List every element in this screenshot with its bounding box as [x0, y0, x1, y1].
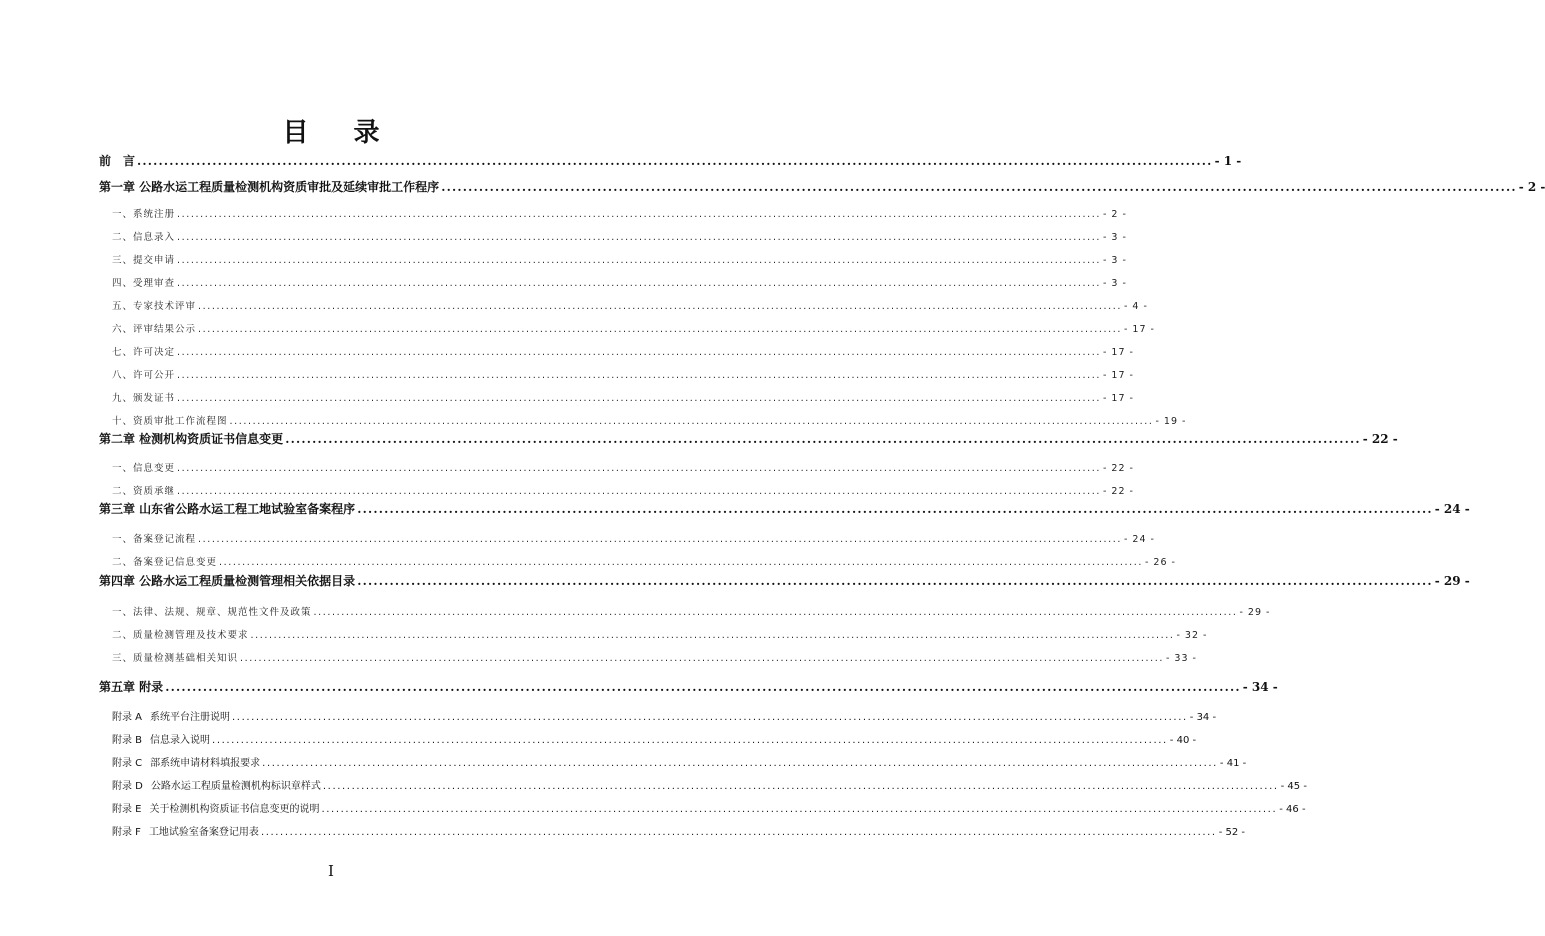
- dot-leader: ........................................................................................................................................................................................................: [357, 502, 1433, 516]
- toc-entry-appendix[interactable]: [112, 777, 1307, 792]
- toc-entry-page-number: - 1 -: [1214, 154, 1242, 168]
- toc-entry-page-number: - 17 -: [1123, 324, 1155, 335]
- toc-entry-page-number: - 24 -: [1434, 502, 1470, 516]
- toc-entry-section[interactable]: [112, 627, 1208, 641]
- toc-entry-chapter[interactable]: [99, 430, 1398, 447]
- toc-entry-section[interactable]: [112, 650, 1197, 664]
- toc-entry-section[interactable]: [112, 229, 1127, 243]
- toc-entry-page-number: - 2 -: [1518, 180, 1545, 194]
- toc-entry-section[interactable]: [112, 252, 1127, 266]
- toc-entry-section[interactable]: [112, 321, 1155, 335]
- toc-entry-section[interactable]: [112, 604, 1271, 618]
- dot-leader: ........................................................................................................................................................................................................: [177, 232, 1101, 243]
- toc-entry-page-number: - 29 -: [1434, 574, 1470, 588]
- dot-leader: ........................................................................................................................................................................................................: [260, 827, 1217, 838]
- dot-leader: ........................................................................................................................................................................................................: [313, 607, 1238, 618]
- toc-entry-label: 一、备案登记流程: [112, 534, 197, 545]
- dot-leader: ........................................................................................................................................................................................................: [177, 463, 1101, 474]
- toc-entry-page-number: - 34 -: [1242, 680, 1278, 694]
- toc-entry-label: 二、质量检测管理及技术要求: [112, 630, 249, 641]
- toc-entry-label: 三、质量检测基础相关知识: [112, 653, 239, 664]
- toc-entry-chapter[interactable]: [99, 178, 1545, 195]
- dot-leader: ........................................................................................................................................................................................................: [441, 180, 1517, 194]
- page-number-footer: I: [328, 862, 334, 880]
- appendix-code: 附录 E: [112, 804, 142, 815]
- appendix-code: 附录 D: [112, 781, 143, 792]
- toc-entry-label: 第二章 检测机构资质证书信息变更: [99, 432, 284, 446]
- toc-entry-label: [112, 777, 321, 792]
- toc-entry-label: 二、资质承继: [112, 486, 176, 497]
- dot-leader: ........................................................................................................................................................................................................: [229, 416, 1154, 427]
- toc-entry-section[interactable]: [112, 390, 1134, 404]
- toc-entry-page-number: - 29 -: [1239, 607, 1271, 618]
- dot-leader: ........................................................................................................................................................................................................: [198, 534, 1122, 545]
- dot-leader: ........................................................................................................................................................................................................: [177, 393, 1101, 404]
- toc-entry-label: 六、评审结果公示: [112, 324, 197, 335]
- toc-entry-label: 七、许可决定: [112, 347, 176, 358]
- dot-leader: ........................................................................................................................................................................................................: [165, 680, 1241, 694]
- toc-entry-label: 第三章 山东省公路水运工程工地试验室备案程序: [99, 502, 356, 516]
- toc-entry-page-number: - 52 -: [1218, 827, 1245, 838]
- dot-leader: ........................................................................................................................................................................................................: [322, 781, 1279, 792]
- toc-entry-page-number: - 26 -: [1144, 557, 1176, 568]
- dot-leader: ........................................................................................................................................................................................................: [177, 370, 1101, 381]
- page-title: 目 录: [282, 118, 398, 148]
- toc-entry-section[interactable]: [112, 367, 1134, 381]
- toc-entry-page-number: - 40 -: [1169, 735, 1197, 746]
- toc-entry-appendix[interactable]: [112, 823, 1245, 838]
- toc-entry-label: 八、许可公开: [112, 370, 176, 381]
- toc-entry-page-number: - 2 -: [1102, 209, 1127, 220]
- appendix-title: 公路水运工程质量检测机构标识章样式: [150, 781, 321, 792]
- appendix-title: 系统平台注册说明: [150, 712, 231, 723]
- toc-entry-label: [112, 731, 210, 746]
- dot-leader: ........................................................................................................................................................................................................: [212, 735, 1168, 746]
- toc-entry-chapter[interactable]: [99, 572, 1470, 589]
- dot-leader: ........................................................................................................................................................................................................: [250, 630, 1175, 641]
- dot-leader: ........................................................................................................................................................................................................: [177, 278, 1101, 289]
- toc-entry-chapter[interactable]: [99, 678, 1278, 695]
- appendix-code: 附录 A: [112, 712, 143, 723]
- toc-entry-appendix[interactable]: [112, 731, 1197, 746]
- dot-leader: ........................................................................................................................................................................................................: [177, 255, 1101, 266]
- toc-entry-section[interactable]: [112, 344, 1134, 358]
- appendix-title: 部系统申请材料填报要求: [150, 758, 261, 769]
- appendix-code: 附录 F: [112, 827, 141, 838]
- toc-entry-label: 十、资质审批工作流程图: [112, 416, 228, 427]
- dot-leader: ........................................................................................................................................................................................................: [198, 324, 1122, 335]
- toc-entry-page-number: - 41 -: [1219, 758, 1247, 769]
- toc-entry-label: 四、受理审查: [112, 278, 176, 289]
- toc-entry-section[interactable]: [112, 206, 1127, 220]
- toc-entry-page-number: - 34 -: [1189, 712, 1217, 723]
- toc-entry-label: [112, 754, 260, 769]
- dot-leader: ........................................................................................................................................................................................................: [232, 712, 1188, 723]
- toc-entry-page-number: - 45 -: [1280, 781, 1307, 792]
- toc-entry-page-number: - 17 -: [1102, 347, 1134, 358]
- toc-entry-appendix[interactable]: [112, 754, 1247, 769]
- toc-entry-section[interactable]: [112, 483, 1134, 497]
- toc-entry-section[interactable]: [112, 413, 1187, 427]
- toc-entry-appendix[interactable]: [112, 708, 1217, 723]
- toc-entry-label: [112, 708, 230, 723]
- dot-leader: ........................................................................................................................................................................................................: [177, 209, 1101, 220]
- appendix-title: 工地试验室备案登记用表: [148, 827, 259, 838]
- toc-entry-page-number: - 3 -: [1102, 255, 1127, 266]
- toc-entry-label: 第一章 公路水运工程质量检测机构资质审批及延续审批工作程序: [99, 180, 440, 194]
- toc-entry-label: 三、提交申请: [112, 255, 176, 266]
- toc-entry-label: 前 言: [99, 154, 136, 168]
- toc-entry-label: 一、法律、法规、规章、规范性文件及政策: [112, 607, 312, 618]
- toc-entry-appendix[interactable]: [112, 800, 1306, 815]
- toc-entry-label: 五、专家技术评审: [112, 301, 197, 312]
- appendix-title: 信息录入说明: [150, 735, 211, 746]
- toc-entry-section[interactable]: [112, 460, 1134, 474]
- toc-entry-label: 二、备案登记信息变更: [112, 557, 218, 568]
- toc-entry-chapter[interactable]: [99, 500, 1470, 517]
- toc-entry-page-number: - 22 -: [1362, 432, 1398, 446]
- toc-entry-label: 第四章 公路水运工程质量检测管理相关依据目录: [99, 574, 356, 588]
- toc-entry-page-number: - 24 -: [1123, 534, 1155, 545]
- toc-entry-page-number: - 33 -: [1165, 653, 1197, 664]
- toc-entry-label: 一、信息变更: [112, 463, 176, 474]
- appendix-code: 附录 B: [112, 735, 143, 746]
- toc-entry-page-number: - 3 -: [1102, 232, 1127, 243]
- toc-entry-page-number: - 22 -: [1102, 486, 1134, 497]
- toc-entry-page-number: - 3 -: [1102, 278, 1127, 289]
- toc-entry-section[interactable]: [112, 531, 1155, 545]
- dot-leader: ........................................................................................................................................................................................................: [240, 653, 1164, 664]
- toc-entry-page-number: - 22 -: [1102, 463, 1134, 474]
- dot-leader: ........................................................................................................................................................................................................: [285, 432, 1361, 446]
- dot-leader: ........................................................................................................................................................................................................: [198, 301, 1122, 312]
- toc-entry-page-number: - 17 -: [1102, 370, 1134, 381]
- toc-entry-label: 九、颁发证书: [112, 393, 176, 404]
- dot-leader: ........................................................................................................................................................................................................: [262, 758, 1218, 769]
- toc-entry-page-number: - 46 -: [1279, 804, 1306, 815]
- toc-entry-label: 一、系统注册: [112, 209, 176, 220]
- toc-entry-label: 第五章 附录: [99, 680, 164, 694]
- toc-entry-page-number: - 32 -: [1176, 630, 1208, 641]
- toc-entry-page-number: - 19 -: [1155, 416, 1187, 427]
- toc-entry-section[interactable]: [112, 298, 1148, 312]
- toc-entry-section[interactable]: [112, 554, 1176, 568]
- appendix-code: 附录 C: [112, 758, 143, 769]
- dot-leader: ........................................................................................................................................................................................................: [177, 486, 1101, 497]
- toc-entry-section[interactable]: [112, 275, 1127, 289]
- toc-entry-page-number: - 17 -: [1102, 393, 1134, 404]
- dot-leader: ........................................................................................................................................................................................................: [357, 574, 1433, 588]
- appendix-title: 关于检测机构资质证书信息变更的说明: [149, 804, 320, 815]
- toc-entry-page-number: - 4 -: [1123, 301, 1148, 312]
- dot-leader: ........................................................................................................................................................................................................: [177, 347, 1101, 358]
- toc-entry-label: 二、信息录入: [112, 232, 176, 243]
- toc-entry-chapter[interactable]: [99, 152, 1242, 169]
- toc-entry-label: [112, 800, 320, 815]
- dot-leader: ........................................................................................................................................................................................................: [137, 154, 1213, 168]
- dot-leader: ........................................................................................................................................................................................................: [219, 557, 1143, 568]
- toc-entry-label: [112, 823, 259, 838]
- dot-leader: ........................................................................................................................................................................................................: [321, 804, 1278, 815]
